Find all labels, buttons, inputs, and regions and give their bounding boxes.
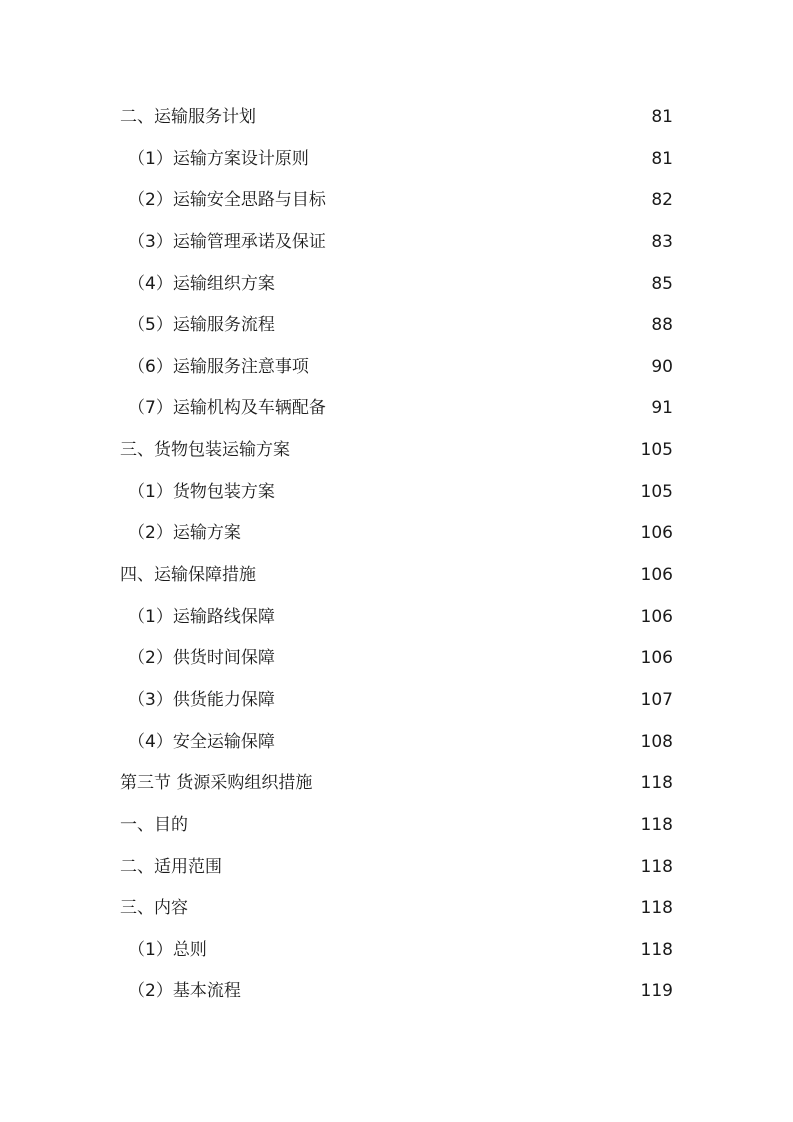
toc-entry-label: （2）运输安全思路与目标 xyxy=(128,190,326,211)
toc-entry-page: 82 xyxy=(651,190,673,211)
toc-entry-page: 107 xyxy=(640,689,673,710)
toc-entry[interactable] xyxy=(120,479,673,521)
toc-entry[interactable] xyxy=(120,312,673,354)
toc-entry-page: 108 xyxy=(640,731,673,752)
toc-entry-label: 二、适用范围 xyxy=(120,856,222,877)
toc-entry-label: （1）货物包装方案 xyxy=(128,481,275,502)
toc-entry-page: 81 xyxy=(651,107,673,127)
toc-entry-page: 118 xyxy=(640,898,673,919)
toc-entry-page: 81 xyxy=(651,148,673,169)
toc-entry-label: （4）安全运输保障 xyxy=(128,731,275,752)
toc-entry-page: 106 xyxy=(640,565,673,586)
toc-entry[interactable] xyxy=(120,687,673,729)
toc-entry[interactable] xyxy=(120,437,673,479)
toc-entry[interactable] xyxy=(120,146,673,188)
toc-entry-label: （5）运输服务流程 xyxy=(128,315,275,336)
toc-entry-page: 85 xyxy=(651,273,673,294)
toc-entry-page: 105 xyxy=(640,440,673,461)
toc-entry[interactable] xyxy=(120,604,673,646)
toc-entry-page: 83 xyxy=(651,231,673,252)
toc-entry-page: 118 xyxy=(640,939,673,960)
toc-entry-label: （4）运输组织方案 xyxy=(128,273,275,294)
toc-entry[interactable] xyxy=(120,978,673,1020)
toc-entry-label: （6）运输服务注意事项 xyxy=(128,356,309,377)
toc-entry-label: 二、运输服务计划 xyxy=(120,107,256,127)
toc-entry-page: 105 xyxy=(640,481,673,502)
toc-entry[interactable] xyxy=(120,645,673,687)
toc-entry[interactable] xyxy=(120,229,673,271)
toc-entry-page: 90 xyxy=(651,356,673,377)
toc-entry-label: 一、目的 xyxy=(120,814,188,835)
toc-entry[interactable] xyxy=(120,271,673,313)
toc-entry[interactable] xyxy=(120,104,673,146)
toc-entry-label: （7）运输机构及车辆配备 xyxy=(128,398,326,419)
toc-entry[interactable] xyxy=(120,395,673,437)
toc-entry-page: 118 xyxy=(640,856,673,877)
toc-entry-page: 106 xyxy=(640,648,673,669)
toc-entry[interactable] xyxy=(120,520,673,562)
toc-entry[interactable] xyxy=(120,187,673,229)
toc-entry-page: 106 xyxy=(640,523,673,544)
toc-entry[interactable] xyxy=(120,812,673,854)
toc-entry-label: （2）供货时间保障 xyxy=(128,648,275,669)
toc-entry-page: 106 xyxy=(640,606,673,627)
toc-entry-label: 四、运输保障措施 xyxy=(120,565,256,586)
toc-entry-page: 91 xyxy=(651,398,673,419)
toc-entry[interactable] xyxy=(120,895,673,937)
toc-entry-label: （1）运输路线保障 xyxy=(128,606,275,627)
toc-entry[interactable] xyxy=(120,562,673,604)
table-of-contents xyxy=(120,104,673,1020)
toc-entry-label: （1）运输方案设计原则 xyxy=(128,148,309,169)
toc-entry-label: （2）基本流程 xyxy=(128,981,241,1002)
toc-entry-page: 88 xyxy=(651,315,673,336)
toc-entry-page: 118 xyxy=(640,773,673,794)
toc-entry[interactable] xyxy=(120,770,673,812)
toc-entry-page: 119 xyxy=(640,981,673,1002)
toc-entry-label: 第三节 货源采购组织措施 xyxy=(120,773,313,794)
toc-entry[interactable] xyxy=(120,854,673,896)
toc-entry-label: 三、内容 xyxy=(120,898,188,919)
toc-entry-label: （1）总则 xyxy=(128,939,207,960)
toc-entry[interactable] xyxy=(120,354,673,396)
toc-entry-label: （3）供货能力保障 xyxy=(128,689,275,710)
toc-entry-page: 118 xyxy=(640,814,673,835)
toc-entry[interactable] xyxy=(120,729,673,771)
toc-entry[interactable] xyxy=(120,937,673,979)
toc-entry-label: 三、货物包装运输方案 xyxy=(120,440,290,461)
toc-entry-label: （2）运输方案 xyxy=(128,523,241,544)
toc-entry-label: （3）运输管理承诺及保证 xyxy=(128,231,326,252)
